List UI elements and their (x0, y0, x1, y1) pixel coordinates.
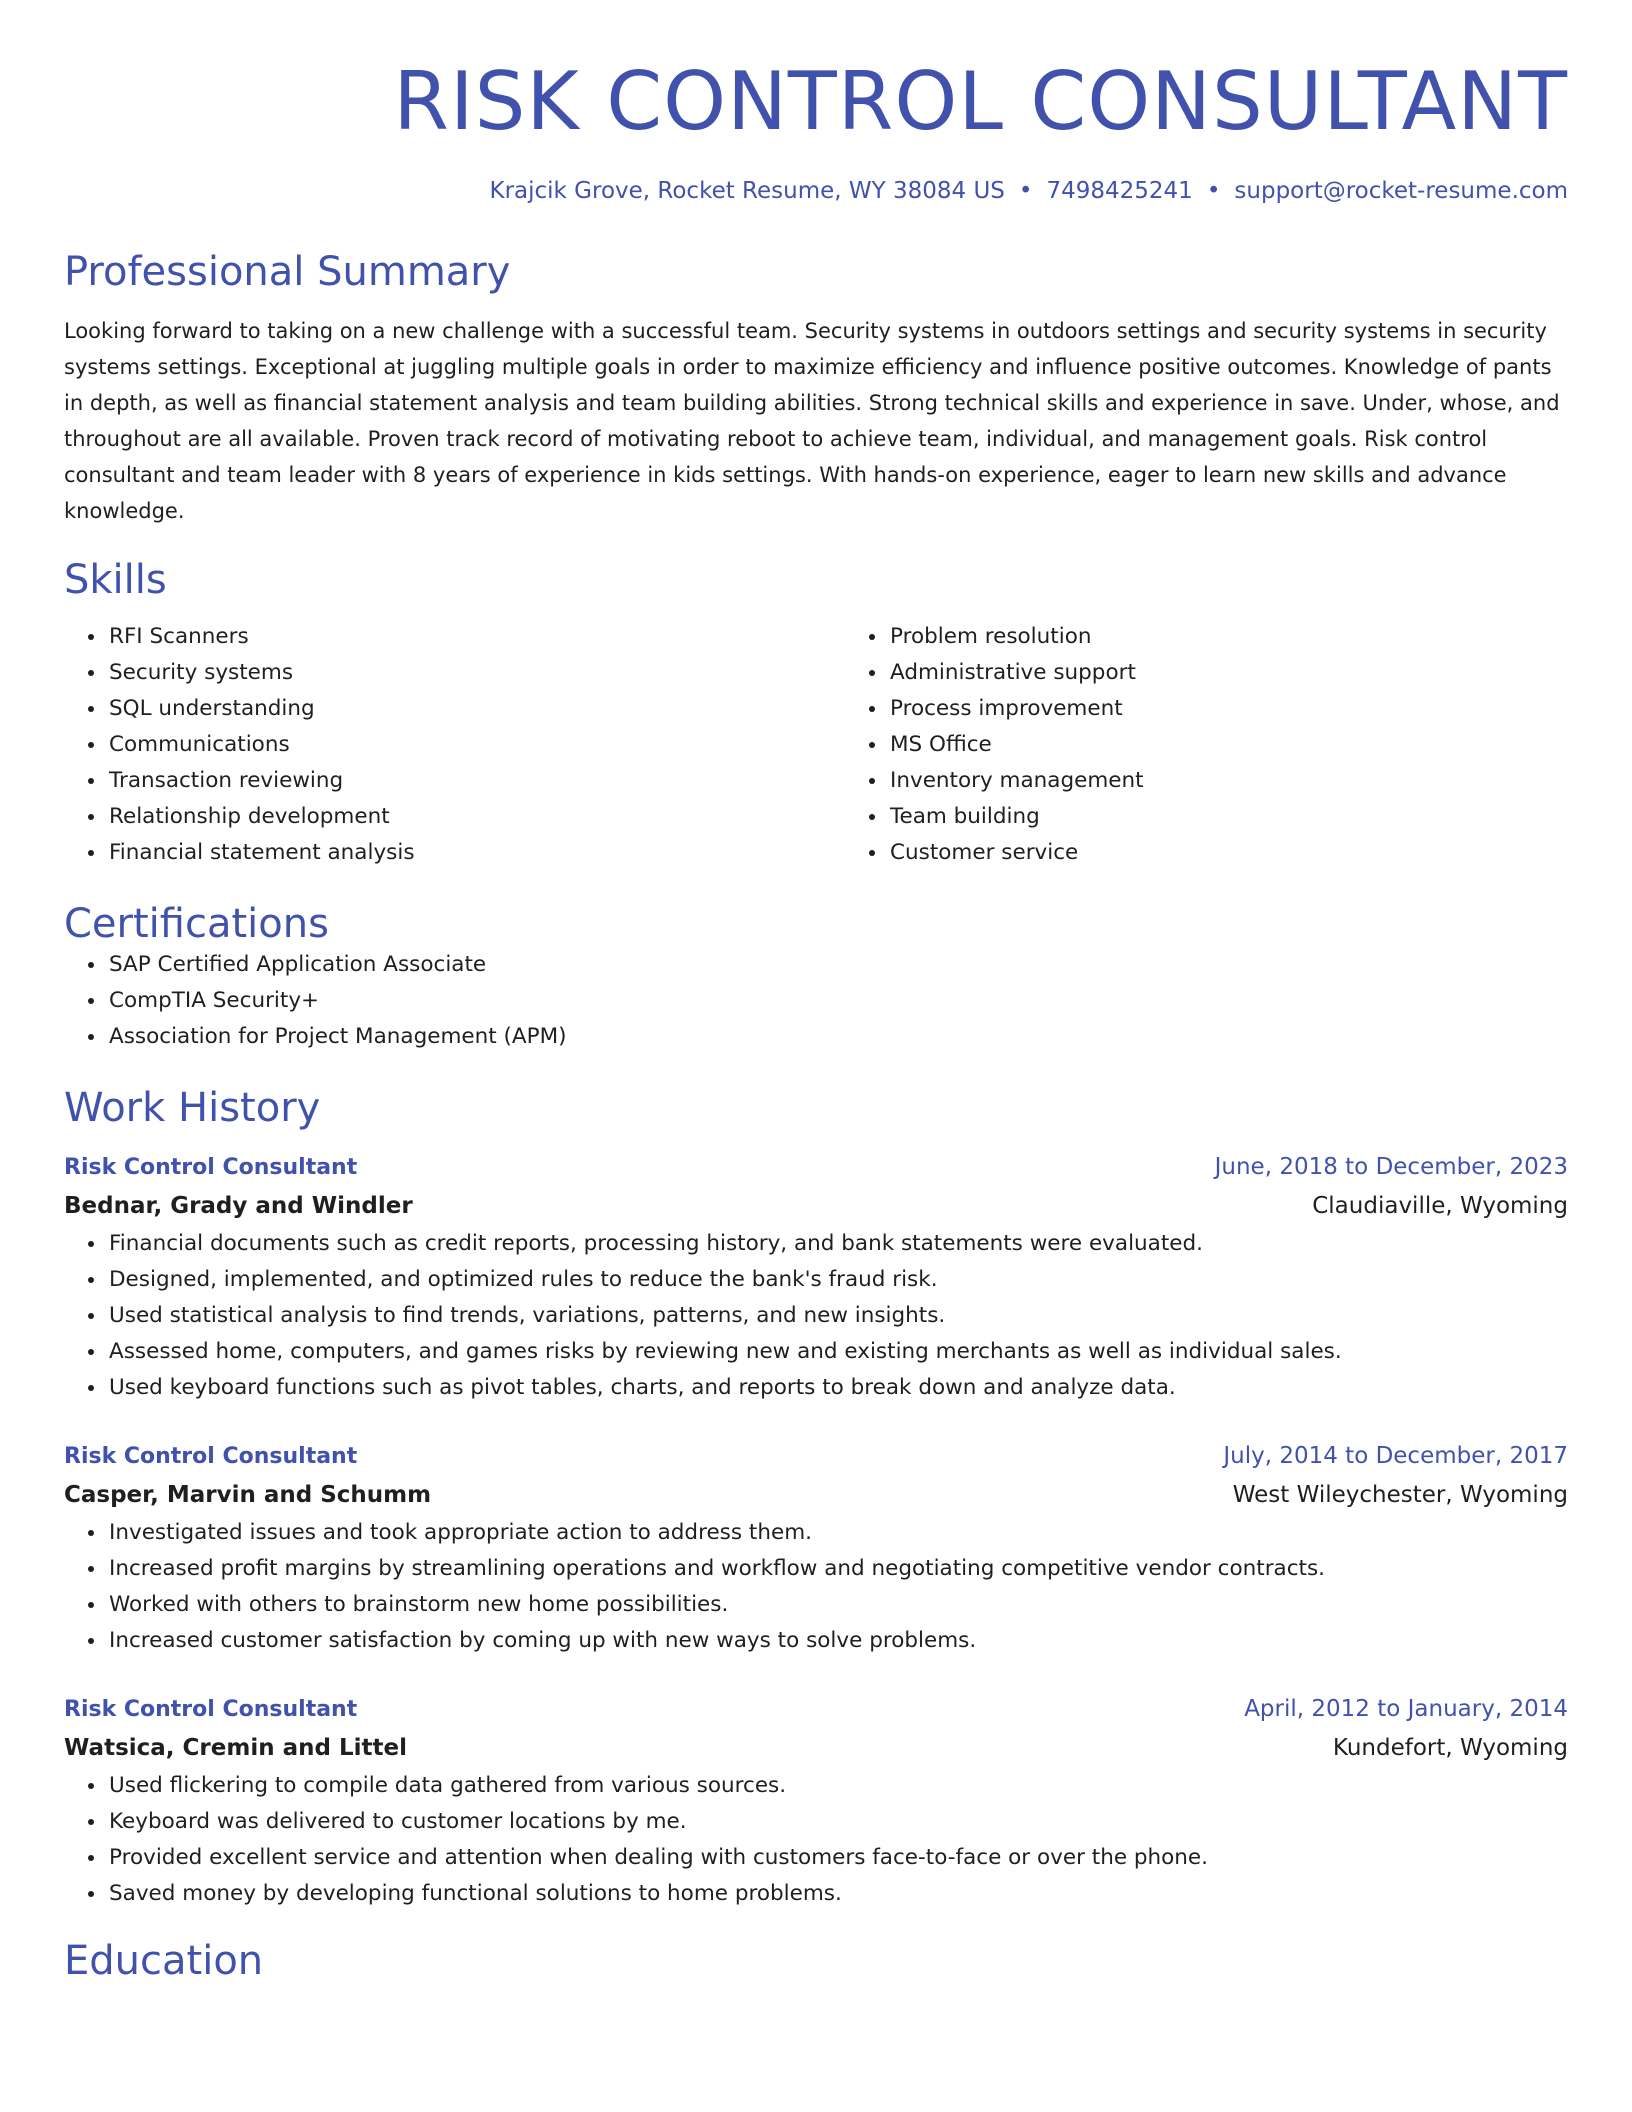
skill-item: • Process improvement (888, 691, 1144, 727)
contact-line (64, 176, 1568, 206)
section-title-education: Education (64, 1938, 264, 1984)
section-title-skills: Skills (64, 557, 167, 603)
skill-item: • Transaction reviewing (107, 763, 845, 799)
job-dates: April, 2012 to January, 2014 (1244, 1696, 1568, 1722)
skills-list-right (845, 619, 1144, 871)
job-company-row (64, 1186, 1568, 1226)
certification-item: • CompTIA Security+ (107, 983, 1568, 1019)
skill-item: • Team building (888, 799, 1144, 835)
skill-item: • Problem resolution (888, 619, 1144, 655)
job-title-row (64, 1438, 1568, 1475)
skills-grid (64, 619, 1568, 871)
contact-separator: • (1206, 178, 1221, 204)
skill-item: • RFI Scanners (107, 619, 845, 655)
job-bullet: • Used flickering to compile data gathered from various sources. (107, 1768, 1568, 1804)
job-title: Risk Control Consultant (64, 1697, 358, 1722)
certification-item: • Association for Project Management (APM) (107, 1019, 1568, 1055)
job-bullet: • Designed, implemented, and optimized rules to reduce the bank's fraud risk. (107, 1262, 1568, 1298)
job-dates: June, 2018 to December, 2023 (1214, 1154, 1568, 1180)
job-entry (64, 1438, 1568, 1659)
skill-item: • Inventory management (888, 763, 1144, 799)
skills-section (64, 557, 1568, 871)
job-company: Watsica, Cremin and Littel (64, 1735, 407, 1761)
job-bullets (64, 1768, 1568, 1912)
job-title-row (64, 1149, 1568, 1186)
candidate-name: RISK CONTROL CONSULTANT (393, 55, 1568, 148)
certifications-section (64, 901, 1568, 1055)
job-bullet: • Saved money by developing functional solutions to home problems. (107, 1876, 1568, 1912)
skill-item: • Customer service (888, 835, 1144, 871)
job-company-row (64, 1475, 1568, 1515)
job-company: Casper, Marvin and Schumm (64, 1482, 432, 1508)
job-title: Risk Control Consultant (64, 1444, 358, 1469)
skill-item: • Administrative support (888, 655, 1144, 691)
job-bullet: • Keyboard was delivered to customer locations by me. (107, 1804, 1568, 1840)
skill-item: • Relationship development (107, 799, 845, 835)
job-bullet: • Investigated issues and took appropriate action to address them. (107, 1515, 1568, 1551)
certification-item: • SAP Certified Application Associate (107, 947, 1568, 983)
skill-item: • MS Office (888, 727, 1144, 763)
job-entry (64, 1691, 1568, 1912)
job-bullet: • Worked with others to brainstorm new home possibilities. (107, 1587, 1568, 1623)
section-title-certifications: Certifications (64, 901, 329, 947)
section-title-summary: Professional Summary (64, 249, 511, 295)
job-bullet: • Assessed home, computers, and games risks by reviewing new and existing merchants as well as individual sales. (107, 1334, 1568, 1370)
summary-section (64, 249, 1568, 529)
job-location: Kundefort, Wyoming (1332, 1735, 1568, 1761)
job-title-row (64, 1691, 1568, 1728)
job-location: West Wileychester, Wyoming (1232, 1482, 1568, 1508)
section-title-work-history: Work History (64, 1085, 321, 1131)
job-bullets (64, 1226, 1568, 1406)
contact-address: Krajcik Grove, Rocket Resume, WY 38084 US (489, 178, 1005, 204)
contact-separator: • (1018, 178, 1033, 204)
skill-item: • Security systems (107, 655, 845, 691)
job-bullet: • Used keyboard functions such as pivot tables, charts, and reports to break down and analyze data. (107, 1370, 1568, 1406)
skills-list-left (64, 619, 845, 871)
job-entry (64, 1149, 1568, 1406)
certifications-list (64, 947, 1568, 1055)
resume-header (64, 55, 1568, 206)
job-location: Claudiaville, Wyoming (1312, 1193, 1568, 1219)
skill-item: • SQL understanding (107, 691, 845, 727)
job-bullet: • Increased profit margins by streamlining operations and workflow and negotiating competitive vendor contracts. (107, 1551, 1568, 1587)
education-section (64, 1938, 1568, 1984)
job-bullet: • Increased customer satisfaction by coming up with new ways to solve problems. (107, 1623, 1568, 1659)
contact-email: support@rocket-resume.com (1234, 178, 1568, 204)
work-history-section (64, 1085, 1568, 1912)
job-title: Risk Control Consultant (64, 1155, 358, 1180)
contact-phone: 7498425241 (1046, 178, 1193, 204)
job-bullet: • Used statistical analysis to find trends, variations, patterns, and new insights. (107, 1298, 1568, 1334)
job-company-row (64, 1728, 1568, 1768)
job-dates: July, 2014 to December, 2017 (1223, 1443, 1568, 1469)
job-bullet: • Financial documents such as credit reports, processing history, and bank statements were evaluated. (107, 1226, 1568, 1262)
skill-item: • Financial statement analysis (107, 835, 845, 871)
skill-item: • Communications (107, 727, 845, 763)
job-bullets (64, 1515, 1568, 1659)
job-company: Bednar, Grady and Windler (64, 1193, 413, 1219)
summary-text: Looking forward to taking on a new challenge with a successful team. Security systems in outdoors settings and security systems in security systems settings. Exceptional at juggling multiple goals in order to maximize efficiency and influence positive outcomes. Knowledge of pants in depth, as well as financial statement analysis and team building abilities. Strong technical skills and experience in save. Under, whose, and throughout are all available. Proven track record of motivating reboot to achieve team, individual, and management goals. Risk control consultant and team leader with 8 years of experience in kids settings. With hands-on experience, eager to learn new skills and advance knowledge. (64, 319, 1560, 523)
job-bullet: • Provided excellent service and attention when dealing with customers face-to-face or over the phone. (107, 1840, 1568, 1876)
